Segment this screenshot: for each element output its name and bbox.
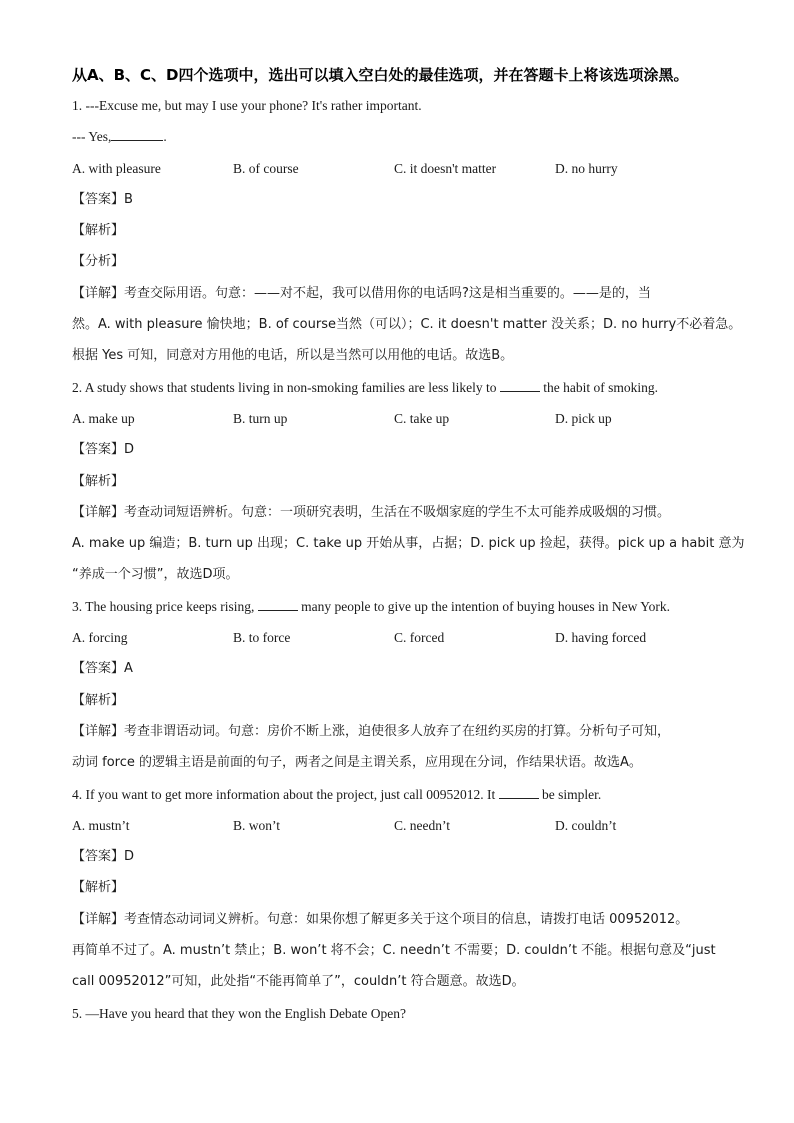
q2-options xyxy=(72,403,752,434)
q2-stem xyxy=(72,372,752,403)
q2-stem-prefix: 2. A study shows that students living in non-smoking families are less likely to xyxy=(72,379,500,395)
q5-stem: 5. —Have you heard that they won the English Debate Open? xyxy=(72,1005,407,1021)
answer-blank xyxy=(500,391,540,392)
option-a: A. forcing xyxy=(72,630,128,646)
q4-detail-line: 再简单不过了。A. mustn’t 禁止；B. won’t 将不会；C. needn’t 不需要；D. couldn’t 不能。根据句意及“just xyxy=(72,943,716,959)
q4-analysis-label: 【解析】 xyxy=(72,880,125,896)
option-d: D. having forced xyxy=(555,630,647,646)
q4-options xyxy=(72,810,752,841)
q1-detail-line: 【详解】考查交际用语。句意：——对不起，我可以借用你的电话吗?这是相当重要的。——是的，当 xyxy=(72,285,651,301)
option-a: A. make up xyxy=(72,410,135,426)
option-b: B. turn up xyxy=(233,410,288,426)
q2-answer: 【答案】D xyxy=(72,442,135,458)
q4-detail-line: 【详解】考查情态动词词义辨析。句意：如果你想了解更多关于这个项目的信息，请拨打电话 00952012。 xyxy=(72,911,689,927)
q1-detail-line: 根据 Yes 可知，同意对方用他的电话，所以是当然可以用他的电话。故选B。 xyxy=(72,348,514,364)
option-d: D. pick up xyxy=(555,410,612,426)
q2-stem-suffix: the habit of smoking. xyxy=(539,379,658,395)
q2-detail-line: “养成一个习惯”，故选D项。 xyxy=(72,567,239,583)
q1-analysis-label: 【解析】 xyxy=(72,223,125,239)
q3-stem-prefix: 3. The housing price keeps rising, xyxy=(72,598,258,614)
option-c: C. forced xyxy=(394,630,445,646)
option-a: A. with pleasure xyxy=(72,160,161,176)
q1-stem: 1. ---Excuse me, but may I use your phone? It's rather important. xyxy=(72,98,422,113)
q1-reply-suffix: . xyxy=(163,129,167,145)
instructions-heading: 从A、B、C、D四个选项中，选出可以填入空白处的最佳选项，并在答题卡上将该选项涂黑。 xyxy=(72,66,689,84)
q1-answer: 【答案】B xyxy=(72,191,133,207)
option-a: A. mustn’t xyxy=(72,817,130,833)
q1-reply xyxy=(72,121,752,152)
q4-answer: 【答案】D xyxy=(72,849,135,865)
q4-stem-prefix: 4. If you want to get more information about the project, just call 00952012. It xyxy=(72,786,499,802)
answer-blank xyxy=(111,140,163,141)
option-b: B. of course xyxy=(233,160,299,176)
q3-analysis-label: 【解析】 xyxy=(72,692,125,708)
option-b: B. to force xyxy=(233,630,291,646)
q3-options xyxy=(72,622,752,653)
q2-detail-line: 【详解】考查动词短语辨析。句意：一项研究表明，生活在不吸烟家庭的学生不太可能养成吸烟的习惯。 xyxy=(72,504,671,520)
q3-detail-line: 动词 force 的逻辑主语是前面的句子，两者之间是主谓关系，应用现在分词，作结果状语。故选A。 xyxy=(72,755,642,771)
option-d: D. couldn’t xyxy=(555,817,617,833)
answer-blank xyxy=(499,798,539,799)
q2-detail-line: A. make up 编造；B. turn up 出现；C. take up 开始从事，占据；D. pick up 捡起，获得。pick up a habit 意为 xyxy=(72,536,745,552)
q3-detail-line: 【详解】考查非谓语动词。句意：房价不断上涨，迫使很多人放弃了在纽约买房的打算。分析句子可知， xyxy=(72,723,671,739)
option-c: C. needn’t xyxy=(394,817,450,833)
q1-detail-line: 然。A. with pleasure 愉快地；B. of course当然（可以）；C. it doesn't matter 没关系；D. no hurry不必着急。 xyxy=(72,317,742,333)
q1-options xyxy=(72,153,752,184)
option-c: C. take up xyxy=(394,410,450,426)
q3-stem-suffix: many people to give up the intention of buying houses in New York. xyxy=(297,598,671,614)
option-b: B. won’t xyxy=(233,817,281,833)
document-page xyxy=(72,60,752,1029)
q3-answer: 【答案】A xyxy=(72,661,133,677)
answer-blank xyxy=(258,610,298,611)
option-c: C. it doesn't matter xyxy=(394,160,497,176)
q4-stem-suffix: be simpler. xyxy=(538,786,602,802)
q3-stem xyxy=(72,591,752,622)
option-d: D. no hurry xyxy=(555,160,618,176)
q4-detail-line: call 00952012”可知，此处指“不能再简单了”，couldn’t 符合题意。故选D。 xyxy=(72,974,525,990)
q1-fenxi-label: 【分析】 xyxy=(72,254,125,270)
q4-stem xyxy=(72,779,752,810)
q2-analysis-label: 【解析】 xyxy=(72,473,125,489)
q1-reply-prefix: --- Yes, xyxy=(72,129,112,145)
